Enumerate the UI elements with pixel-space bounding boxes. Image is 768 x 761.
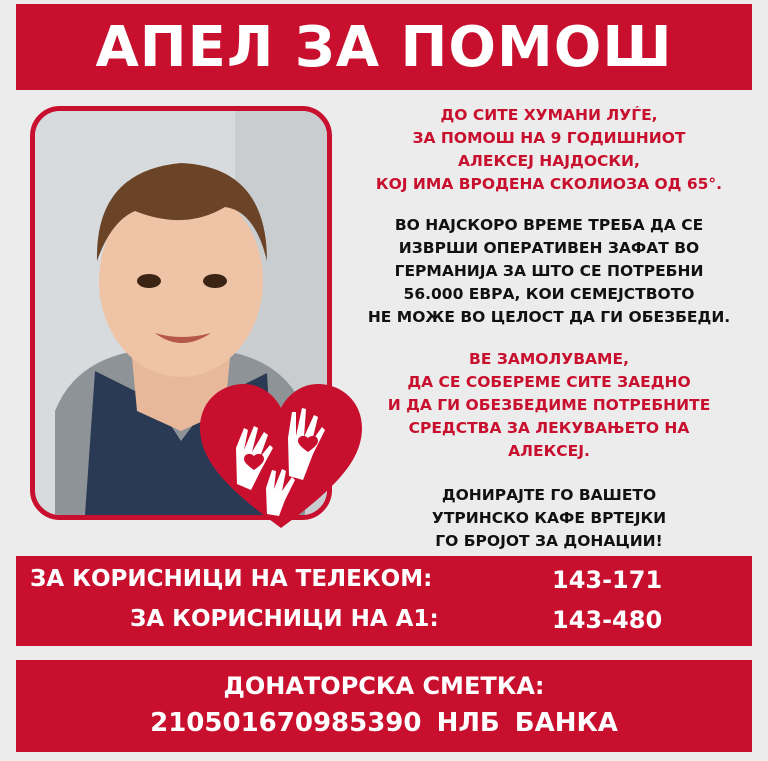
account-line: [16, 708, 752, 738]
appeal-line: ДА СЕ СОБЕРЕМЕ СИТЕ ЗАЕДНО: [407, 373, 691, 391]
donate-paragraph: [360, 484, 738, 553]
telekom-number[interactable]: 143-171: [552, 566, 663, 594]
account-number: 210501670985390: [150, 708, 422, 738]
surgery-line: ИЗВРШИ ОПЕРАТИВЕН ЗАФАТ ВО: [398, 239, 700, 257]
donate-line: ДОНИРАЈТЕ ГО ВАШЕТО: [441, 486, 657, 504]
surgery-line: ВО НАЈСКОРО ВРЕМЕ ТРЕБА ДА СЕ: [394, 216, 704, 234]
heart-hands-icon: [196, 378, 366, 538]
intro-line: АЛЕКСЕЈ НАЈДОСКИ,: [458, 152, 640, 170]
telekom-label: ЗА КОРИСНИЦИ НА ТЕЛЕКОМ:: [30, 566, 433, 592]
intro-line: ЗА ПОМОШ НА 9 ГОДИШНИОТ: [412, 129, 686, 147]
phone-numbers-banner: [16, 556, 752, 646]
appeal-line: ВЕ ЗАМОЛУВАМЕ,: [469, 350, 629, 368]
appeal-line: И ДА ГИ ОБЕЗБЕДИМЕ ПОТРЕБНИТЕ: [387, 396, 711, 414]
title-banner: [16, 4, 752, 90]
appeal-paragraph: [360, 348, 738, 463]
donate-line: ГО БРОЈОТ ЗА ДОНАЦИИ!: [435, 532, 663, 550]
surgery-line: 56.000 ЕВРА, КОИ СЕМЕЈСТВОТО: [403, 285, 695, 303]
a1-label: ЗА КОРИСНИЦИ НА А1:: [130, 606, 439, 632]
surgery-paragraph: [360, 214, 738, 329]
account-label: ДОНАТОРСКА СМЕТКА:: [223, 672, 545, 700]
surgery-line: ГЕРМАНИЈА ЗА ШТО СЕ ПОТРЕБНИ: [394, 262, 704, 280]
surgery-line: НЕ МОЖЕ ВО ЦЕЛОСТ ДА ГИ ОБЕЗБЕДИ.: [367, 308, 731, 326]
intro-paragraph: [360, 104, 738, 196]
a1-number[interactable]: 143-480: [552, 606, 663, 634]
donate-line: УТРИНСКО КАФЕ ВРТЕЈКИ: [431, 509, 667, 527]
intro-line: ДО СИТЕ ХУМАНИ ЛУЃЕ,: [440, 106, 658, 124]
appeal-line: АЛЕКСЕЈ.: [508, 442, 590, 460]
bank-name: НЛБ БАНКА: [436, 708, 618, 738]
page-title: АПЕЛ ЗА ПОМОШ: [95, 14, 673, 80]
intro-line: КОЈ ИМА ВРОДЕНА СКОЛИОЗА ОД 65°.: [375, 175, 723, 193]
donor-account-banner: [16, 660, 752, 752]
appeal-line: СРЕДСТВА ЗА ЛЕКУВАЊЕТО НА: [408, 419, 690, 437]
